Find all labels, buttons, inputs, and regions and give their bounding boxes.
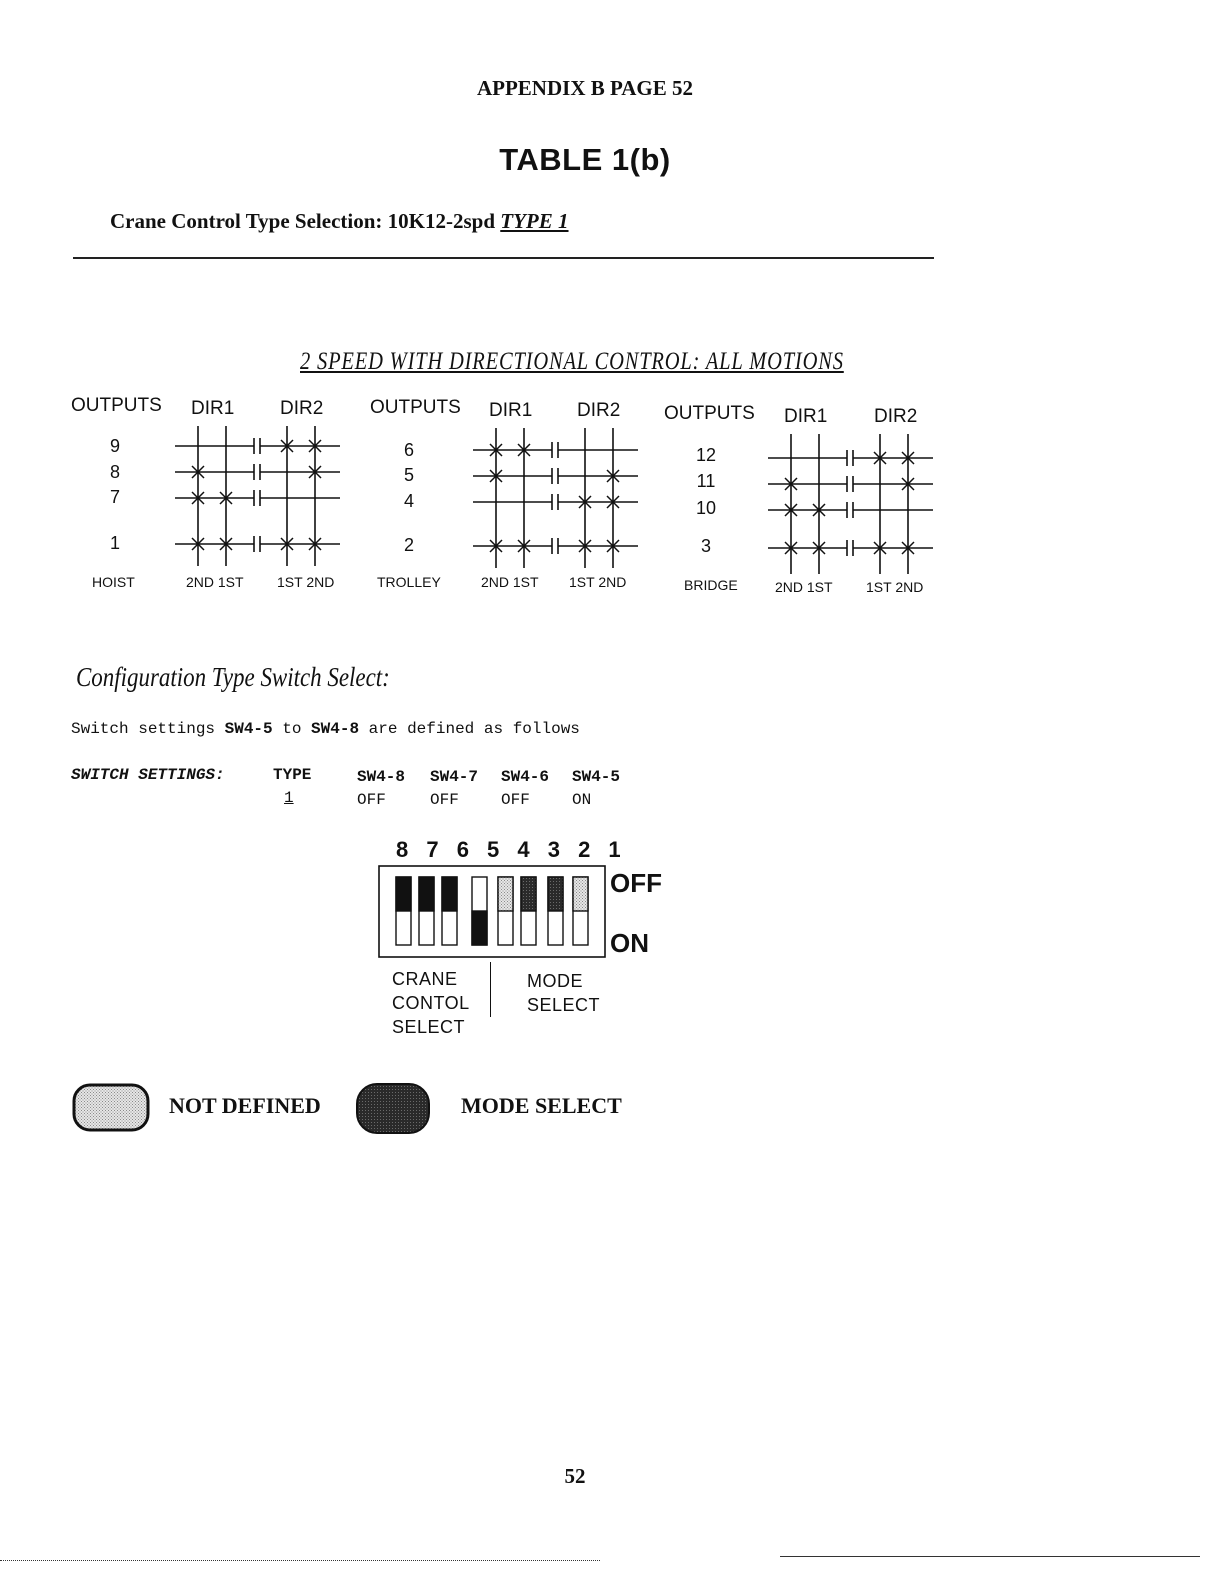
diagram-title: 2 SPEED WITH DIRECTIONAL CONTROL: ALL MOTIONS [300, 348, 844, 375]
type-value: 1 [284, 789, 294, 807]
label-line: MODE [527, 971, 583, 991]
outputs-label: OUTPUTS [71, 395, 162, 416]
config-description [71, 720, 580, 738]
output-number: 1 [109, 533, 120, 553]
dip-switch-numbers: 8 7 6 5 4 3 2 1 [396, 837, 627, 862]
desc-text: to [272, 720, 312, 738]
crane-control-select-label [392, 967, 470, 1039]
dir2-label: DIR2 [280, 398, 324, 419]
outputs-label: OUTPUTS [664, 403, 755, 424]
off-label: OFF [610, 868, 662, 898]
output-number: 2 [403, 535, 414, 555]
legend-not-defined: NOT DEFINED [169, 1093, 321, 1118]
output-number: 11 [696, 471, 716, 491]
dir2-label: DIR2 [874, 406, 918, 427]
label-line: CRANE [392, 969, 458, 989]
motion-label: TROLLEY [377, 574, 441, 590]
header-rule [73, 257, 934, 259]
dir2-sublabel: 1ST 2ND [569, 574, 627, 590]
dir2-sublabel: 1ST 2ND [277, 574, 335, 590]
dir2-sublabel: 1ST 2ND [866, 579, 924, 595]
motion-label: BRIDGE [684, 577, 738, 593]
output-number: 9 [109, 436, 120, 456]
not-defined-swatch-icon [72, 1083, 152, 1133]
label-line: SELECT [392, 1017, 466, 1037]
page-number: 52 [564, 1464, 586, 1488]
label-line: CONTOL [392, 993, 470, 1013]
select-divider [490, 962, 491, 1017]
bridge-ladder-diagram [763, 428, 938, 578]
type-label: TYPE [273, 766, 312, 784]
switch-value: OFF [430, 791, 459, 809]
legend-mode-select: MODE SELECT [461, 1093, 622, 1118]
page-header: APPENDIX B PAGE 52 [476, 76, 694, 100]
hoist-ladder-diagram [170, 420, 345, 570]
dir1-label: DIR1 [489, 400, 533, 421]
switch-ref: SW4-8 [311, 720, 360, 738]
bottom-rule-right [780, 1556, 1200, 1557]
output-number: 6 [403, 440, 414, 460]
motion-label: HOIST [92, 574, 135, 590]
selection-text: Crane Control Type Selection: 10K12-2spd [110, 209, 501, 233]
mode-select-label [527, 969, 600, 1017]
switch-header: SW4-5 [572, 768, 621, 786]
selection-type: TYPE 1 [500, 209, 569, 233]
bottom-rule-left [0, 1560, 600, 1561]
switch-ref: SW4-5 [224, 720, 273, 738]
desc-text: Switch settings [71, 720, 225, 738]
dir2-label: DIR2 [577, 400, 621, 421]
output-number: 4 [403, 491, 414, 511]
output-number: 10 [695, 498, 717, 518]
dir1-sublabel: 2ND 1ST [186, 574, 244, 590]
switch-value: OFF [501, 791, 530, 809]
switch-header: SW4-6 [501, 768, 550, 786]
table-title: TABLE 1(b) [499, 142, 671, 177]
switch-header: SW4-8 [357, 768, 406, 786]
label-line: SELECT [527, 995, 601, 1015]
output-number: 5 [403, 465, 414, 485]
output-number: 7 [109, 487, 120, 507]
desc-text: are defined as follows [359, 720, 580, 738]
dir1-sublabel: 2ND 1ST [481, 574, 539, 590]
mode-select-swatch-icon [355, 1082, 433, 1136]
dir1-sublabel: 2ND 1ST [775, 579, 833, 595]
dip-switch [378, 865, 608, 960]
switch-header: SW4-7 [430, 768, 479, 786]
crane-control-selection [110, 209, 569, 234]
switch-settings-label: SWITCH SETTINGS: [71, 766, 225, 784]
on-label: ON [610, 928, 649, 958]
dir1-label: DIR1 [784, 406, 828, 427]
switch-value: ON [572, 791, 592, 809]
outputs-label: OUTPUTS [370, 397, 461, 418]
output-number: 3 [700, 536, 711, 556]
config-heading: Configuration Type Switch Select: [76, 662, 390, 692]
switch-value: OFF [357, 791, 386, 809]
output-number: 8 [109, 462, 120, 482]
trolley-ladder-diagram [468, 422, 643, 572]
output-number: 12 [695, 445, 717, 465]
dir1-label: DIR1 [191, 398, 235, 419]
